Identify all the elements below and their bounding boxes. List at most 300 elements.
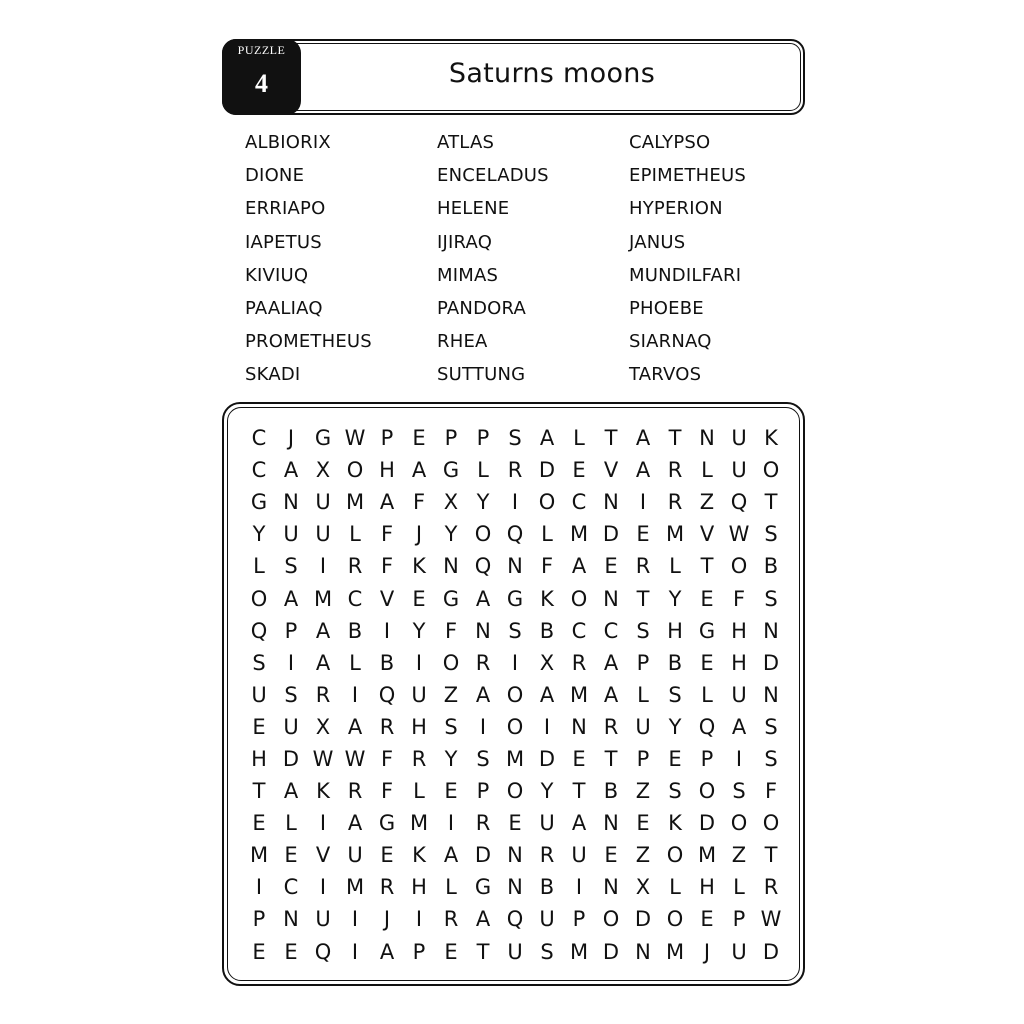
grid-cell[interactable]: Q [506,907,524,932]
word-list-row [245,358,805,391]
grid-cell[interactable]: R [475,811,491,836]
grid-cell[interactable]: R [475,650,491,675]
grid-cell[interactable]: S [476,746,490,771]
grid-cell[interactable]: I [735,746,743,771]
grid-cell[interactable]: N [571,714,587,739]
grid-cell[interactable]: P [412,939,426,964]
grid-cell[interactable]: S [668,779,682,804]
grid-cell[interactable]: A [347,811,363,836]
grid-cell[interactable]: A [411,458,427,483]
grid-cell[interactable]: O [538,490,556,515]
grid-cell[interactable]: S [540,939,554,964]
grid-cell[interactable]: S [764,714,778,739]
grid-cell[interactable]: S [636,618,650,643]
grid-cell[interactable]: B [667,650,683,675]
grid-cell[interactable]: G [698,618,716,643]
grid-cell[interactable]: E [668,746,682,771]
grid-cell[interactable]: T [572,779,586,804]
grid-cell[interactable]: C [251,458,267,483]
grid-cell[interactable]: P [572,907,586,932]
grid-cell[interactable]: M [505,746,525,771]
grid-cell[interactable]: O [474,522,492,547]
grid-cell[interactable]: R [507,458,523,483]
grid-cell[interactable]: K [668,811,682,836]
grid-cell[interactable]: Q [474,554,492,579]
grid-cell[interactable]: F [444,618,458,643]
grid-cell[interactable]: A [603,650,619,675]
grid-cell[interactable]: F [380,746,394,771]
grid-cell[interactable]: E [380,843,394,868]
grid-cell[interactable]: I [383,618,391,643]
grid-cell[interactable]: Q [378,682,396,707]
grid-cell[interactable]: I [543,714,551,739]
grid-cell[interactable]: P [636,746,650,771]
grid-cell[interactable]: C [603,618,619,643]
grid-cell[interactable]: N [603,875,619,900]
grid-cell[interactable]: Z [731,843,747,868]
grid-cell[interactable]: O [730,811,748,836]
grid-cell[interactable]: O [666,843,684,868]
grid-cell[interactable]: L [701,458,713,483]
grid-cell[interactable]: O [666,907,684,932]
grid-cell[interactable]: M [345,875,365,900]
grid-cell[interactable]: U [283,714,299,739]
grid-cell[interactable]: O [730,554,748,579]
grid-cell[interactable]: R [603,714,619,739]
grid-cell[interactable]: T [636,586,650,611]
grid-cell[interactable]: G [474,875,492,900]
grid-row [243,807,787,839]
grid-cell[interactable]: F [380,779,394,804]
grid-cell[interactable]: H [251,746,267,771]
grid-cell[interactable]: U [731,458,747,483]
grid-cell[interactable]: I [351,939,359,964]
grid-cell[interactable]: I [575,875,583,900]
grid-cell[interactable]: I [511,650,519,675]
grid-cell[interactable]: I [639,490,647,515]
grid-cell[interactable]: N [763,618,779,643]
grid-cell[interactable]: O [506,714,524,739]
grid-cell[interactable]: N [507,554,523,579]
word-list-row [245,159,805,192]
grid-cell[interactable]: T [764,490,778,515]
grid-cell[interactable]: M [409,811,429,836]
grid-cell[interactable]: I [319,811,327,836]
grid-cell[interactable]: P [732,907,746,932]
grid-cell[interactable]: Y [444,746,458,771]
grid-cell[interactable]: A [571,554,587,579]
grid-cell[interactable]: U [635,714,651,739]
grid-cell[interactable]: Y [668,586,682,611]
grid-cell[interactable]: P [476,426,490,451]
grid-cell[interactable]: N [699,426,715,451]
grid-cell[interactable]: L [349,522,361,547]
grid-cell[interactable]: R [347,554,363,579]
grid-cell[interactable]: T [604,746,618,771]
grid-cell[interactable]: E [252,811,266,836]
grid-cell[interactable]: N [507,843,523,868]
grid-cell[interactable]: W [312,746,334,771]
grid-cell[interactable]: E [444,779,458,804]
grid-cell[interactable]: O [506,779,524,804]
letter-grid [243,422,787,968]
grid-cell[interactable]: S [284,554,298,579]
grid-cell[interactable]: V [699,522,715,547]
grid-cell[interactable]: L [573,426,585,451]
grid-cell[interactable]: K [540,586,554,611]
grid-cell[interactable]: P [636,650,650,675]
grid-cell[interactable]: L [669,554,681,579]
grid-cell[interactable]: A [475,682,491,707]
grid-cell[interactable]: H [699,875,715,900]
grid-cell[interactable]: F [540,554,554,579]
grid-cell[interactable]: I [447,811,455,836]
grid-cell[interactable]: I [479,714,487,739]
grid-cell[interactable]: X [443,490,459,515]
grid-cell[interactable]: Q [314,939,332,964]
word-list [245,126,805,392]
grid-cell[interactable]: G [250,490,268,515]
grid-cell[interactable]: D [762,650,780,675]
grid-cell[interactable]: U [347,843,363,868]
grid-cell[interactable]: S [732,779,746,804]
grid-cell[interactable]: S [252,650,266,675]
grid-cell[interactable]: E [252,939,266,964]
grid-cell[interactable]: S [764,746,778,771]
grid-cell[interactable]: M [569,939,589,964]
grid-cell[interactable]: E [604,554,618,579]
grid-cell[interactable]: N [475,618,491,643]
grid-cell[interactable]: U [251,682,267,707]
grid-cell[interactable]: R [379,714,395,739]
grid-cell[interactable]: M [569,522,589,547]
grid-cell[interactable]: M [665,939,685,964]
puzzle-title: Saturns moons [448,58,656,89]
grid-cell[interactable]: X [635,875,651,900]
grid-cell[interactable]: L [701,682,713,707]
grid-cell[interactable]: Z [699,490,715,515]
grid-cell[interactable]: A [539,682,555,707]
grid-cell[interactable]: Y [668,714,682,739]
grid-cell[interactable]: T [476,939,490,964]
grid-cell[interactable]: S [668,682,682,707]
grid-cell[interactable]: P [700,746,714,771]
grid-cell[interactable]: O [602,907,620,932]
grid-cell[interactable]: L [253,554,265,579]
grid-cell[interactable]: O [762,458,780,483]
grid-cell[interactable]: D [634,907,652,932]
grid-cell[interactable]: D [602,939,620,964]
grid-cell[interactable]: A [283,586,299,611]
grid-cell[interactable]: T [252,779,266,804]
grid-cell[interactable]: N [603,586,619,611]
grid-cell[interactable]: O [762,811,780,836]
grid-cell[interactable]: E [604,843,618,868]
grid-cell[interactable]: Y [540,779,554,804]
grid-cell[interactable]: U [539,811,555,836]
grid-cell[interactable]: K [412,843,426,868]
grid-cell[interactable]: B [603,779,619,804]
grid-cell[interactable]: A [635,426,651,451]
grid-cell[interactable]: L [637,682,649,707]
grid-cell[interactable]: H [411,875,427,900]
grid-cell[interactable]: V [603,458,619,483]
grid-cell[interactable]: O [346,458,364,483]
grid-cell[interactable]: P [252,907,266,932]
grid-cell[interactable]: D [538,458,556,483]
grid-cell[interactable]: U [315,522,331,547]
grid-cell[interactable]: A [283,458,299,483]
grid-cell[interactable]: E [412,426,426,451]
grid-cell[interactable]: I [319,875,327,900]
grid-cell[interactable]: T [700,554,714,579]
grid-cell[interactable]: E [284,843,298,868]
grid-cell[interactable]: S [284,682,298,707]
grid-cell[interactable]: S [508,426,522,451]
grid-cell[interactable]: A [635,458,651,483]
grid-cell[interactable]: N [603,490,619,515]
grid-cell[interactable]: G [442,458,460,483]
grid-cell[interactable]: Y [412,618,426,643]
grid-cell[interactable]: E [700,586,714,611]
grid-cell[interactable]: H [731,618,747,643]
grid-cell[interactable]: E [700,650,714,675]
grid-cell[interactable]: R [411,746,427,771]
grid-cell[interactable]: R [667,458,683,483]
grid-cell[interactable]: L [445,875,457,900]
grid-cell[interactable]: G [442,586,460,611]
grid-cell[interactable]: A [731,714,747,739]
grid-cell[interactable]: B [539,875,555,900]
grid-cell[interactable]: E [508,811,522,836]
grid-cell[interactable]: M [313,586,333,611]
grid-cell[interactable]: J [287,426,295,451]
grid-cell[interactable]: G [506,586,524,611]
grid-row [243,518,787,550]
grid-cell[interactable]: H [379,458,395,483]
grid-cell[interactable]: M [697,843,717,868]
grid-cell[interactable]: M [665,522,685,547]
grid-cell[interactable]: S [764,586,778,611]
grid-cell[interactable]: M [249,843,269,868]
grid-cell[interactable]: F [380,554,394,579]
grid-cell[interactable]: I [511,490,519,515]
grid-cell[interactable]: L [477,458,489,483]
grid-cell[interactable]: A [475,907,491,932]
grid-cell[interactable]: R [443,907,459,932]
grid-cell[interactable]: I [287,650,295,675]
grid-cell[interactable]: I [415,650,423,675]
grid-cell[interactable]: S [764,522,778,547]
grid-cell[interactable]: B [379,650,395,675]
grid-cell[interactable]: A [571,811,587,836]
grid-cell[interactable]: H [411,714,427,739]
grid-cell[interactable]: S [444,714,458,739]
grid-cell[interactable]: X [315,458,331,483]
grid-cell[interactable]: P [476,779,490,804]
grid-cell[interactable]: R [635,554,651,579]
grid-cell[interactable]: C [283,875,299,900]
grid-cell[interactable]: Y [252,522,266,547]
grid-cell[interactable]: A [315,650,331,675]
grid-cell[interactable]: I [351,907,359,932]
grid-cell[interactable]: T [604,426,618,451]
grid-cell[interactable]: D [602,522,620,547]
grid-cell[interactable]: F [380,522,394,547]
grid-cell[interactable]: D [282,746,300,771]
grid-cell[interactable]: O [506,682,524,707]
grid-cell[interactable]: N [635,939,651,964]
grid-cell[interactable]: A [443,843,459,868]
grid-cell[interactable]: W [760,907,782,932]
grid-cell[interactable]: A [475,586,491,611]
grid-cell[interactable]: E [636,811,650,836]
grid-cell[interactable]: E [572,746,586,771]
grid-cell[interactable]: L [733,875,745,900]
grid-cell[interactable]: R [315,682,331,707]
grid-cell[interactable]: W [344,746,366,771]
grid-cell[interactable]: I [255,875,263,900]
grid-cell[interactable]: G [314,426,332,451]
grid-cell[interactable]: T [764,843,778,868]
grid-cell[interactable]: B [347,618,363,643]
grid-cell[interactable]: U [571,843,587,868]
grid-cell[interactable]: Q [506,522,524,547]
grid-cell[interactable]: A [315,618,331,643]
grid-cell[interactable]: L [541,522,553,547]
grid-cell[interactable]: M [569,682,589,707]
grid-cell[interactable]: U [507,939,523,964]
grid-cell[interactable]: M [345,490,365,515]
grid-cell[interactable]: N [283,907,299,932]
grid-cell[interactable]: S [508,618,522,643]
word-list-item: PAALIAQ [245,298,323,320]
grid-cell[interactable]: K [316,779,330,804]
grid-cell[interactable]: E [636,522,650,547]
grid-cell[interactable]: E [284,939,298,964]
grid-cell[interactable]: B [539,618,555,643]
grid-cell[interactable]: L [669,875,681,900]
grid-cell[interactable]: U [315,907,331,932]
grid-cell[interactable]: N [763,682,779,707]
grid-cell[interactable]: V [379,586,395,611]
grid-cell[interactable]: D [474,843,492,868]
grid-cell[interactable]: A [603,682,619,707]
grid-cell[interactable]: R [539,843,555,868]
grid-cell[interactable]: Q [250,618,268,643]
grid-cell[interactable]: A [379,939,395,964]
grid-cell[interactable]: R [347,779,363,804]
grid-cell[interactable]: E [572,458,586,483]
grid-cell[interactable]: Q [730,490,748,515]
grid-row [243,936,787,968]
grid-cell[interactable]: A [539,426,555,451]
grid-cell[interactable]: C [251,426,267,451]
grid-cell[interactable]: B [763,554,779,579]
grid-cell[interactable]: X [539,650,555,675]
word-list-item: MUNDILFARI [629,264,742,286]
grid-cell[interactable]: D [762,939,780,964]
grid-cell[interactable]: Y [444,522,458,547]
grid-cell[interactable]: H [731,650,747,675]
grid-cell[interactable]: X [315,714,331,739]
grid-cell[interactable]: Y [476,490,490,515]
grid-cell[interactable]: J [703,939,711,964]
grid-cell[interactable]: Z [443,682,459,707]
grid-cell[interactable]: O [570,586,588,611]
grid-cell[interactable]: L [349,650,361,675]
grid-cell[interactable]: I [319,554,327,579]
grid-cell[interactable]: N [507,875,523,900]
grid-cell[interactable]: R [379,875,395,900]
grid-cell[interactable]: E [412,586,426,611]
grid-cell[interactable]: F [412,490,426,515]
grid-cell[interactable]: U [315,490,331,515]
grid-cell[interactable]: U [731,939,747,964]
grid-cell[interactable]: O [250,586,268,611]
grid-cell[interactable]: E [700,907,714,932]
grid-cell[interactable]: R [571,650,587,675]
grid-cell[interactable]: L [413,779,425,804]
grid-cell[interactable]: F [764,779,778,804]
grid-cell[interactable]: E [444,939,458,964]
grid-cell[interactable]: U [731,426,747,451]
grid-cell[interactable]: C [347,586,363,611]
grid-cell[interactable]: U [539,907,555,932]
grid-cell[interactable]: W [344,426,366,451]
grid-cell[interactable]: J [383,907,391,932]
grid-cell[interactable]: P [284,618,298,643]
grid-cell[interactable]: I [415,907,423,932]
grid-cell[interactable]: Z [635,779,651,804]
grid-cell[interactable]: R [763,875,779,900]
grid-cell[interactable]: A [379,490,395,515]
grid-cell[interactable]: C [571,490,587,515]
grid-cell[interactable]: Z [635,843,651,868]
grid-cell[interactable]: D [698,811,716,836]
grid-cell[interactable]: U [283,522,299,547]
grid-cell[interactable]: N [443,554,459,579]
grid-cell[interactable]: F [732,586,746,611]
grid-cell[interactable]: L [285,811,297,836]
grid-cell[interactable]: A [283,779,299,804]
grid-cell[interactable]: U [731,682,747,707]
grid-cell[interactable]: E [252,714,266,739]
grid-cell[interactable]: P [380,426,394,451]
grid-cell[interactable]: W [728,522,750,547]
grid-cell[interactable]: V [315,843,331,868]
grid-cell[interactable]: N [283,490,299,515]
grid-cell[interactable]: Q [698,714,716,739]
grid-cell[interactable]: G [378,811,396,836]
grid-cell[interactable]: O [442,650,460,675]
grid-cell[interactable]: K [412,554,426,579]
grid-cell[interactable]: P [444,426,458,451]
grid-cell[interactable]: I [351,682,359,707]
grid-cell[interactable]: O [698,779,716,804]
grid-cell[interactable]: T [668,426,682,451]
grid-cell[interactable]: D [538,746,556,771]
grid-row [243,775,787,807]
grid-cell[interactable]: N [603,811,619,836]
grid-cell[interactable]: R [667,490,683,515]
grid-cell[interactable]: K [764,426,778,451]
grid-cell[interactable]: A [347,714,363,739]
grid-cell[interactable]: H [667,618,683,643]
grid-cell[interactable]: C [571,618,587,643]
grid-cell[interactable]: U [411,682,427,707]
grid-cell[interactable]: J [415,522,423,547]
